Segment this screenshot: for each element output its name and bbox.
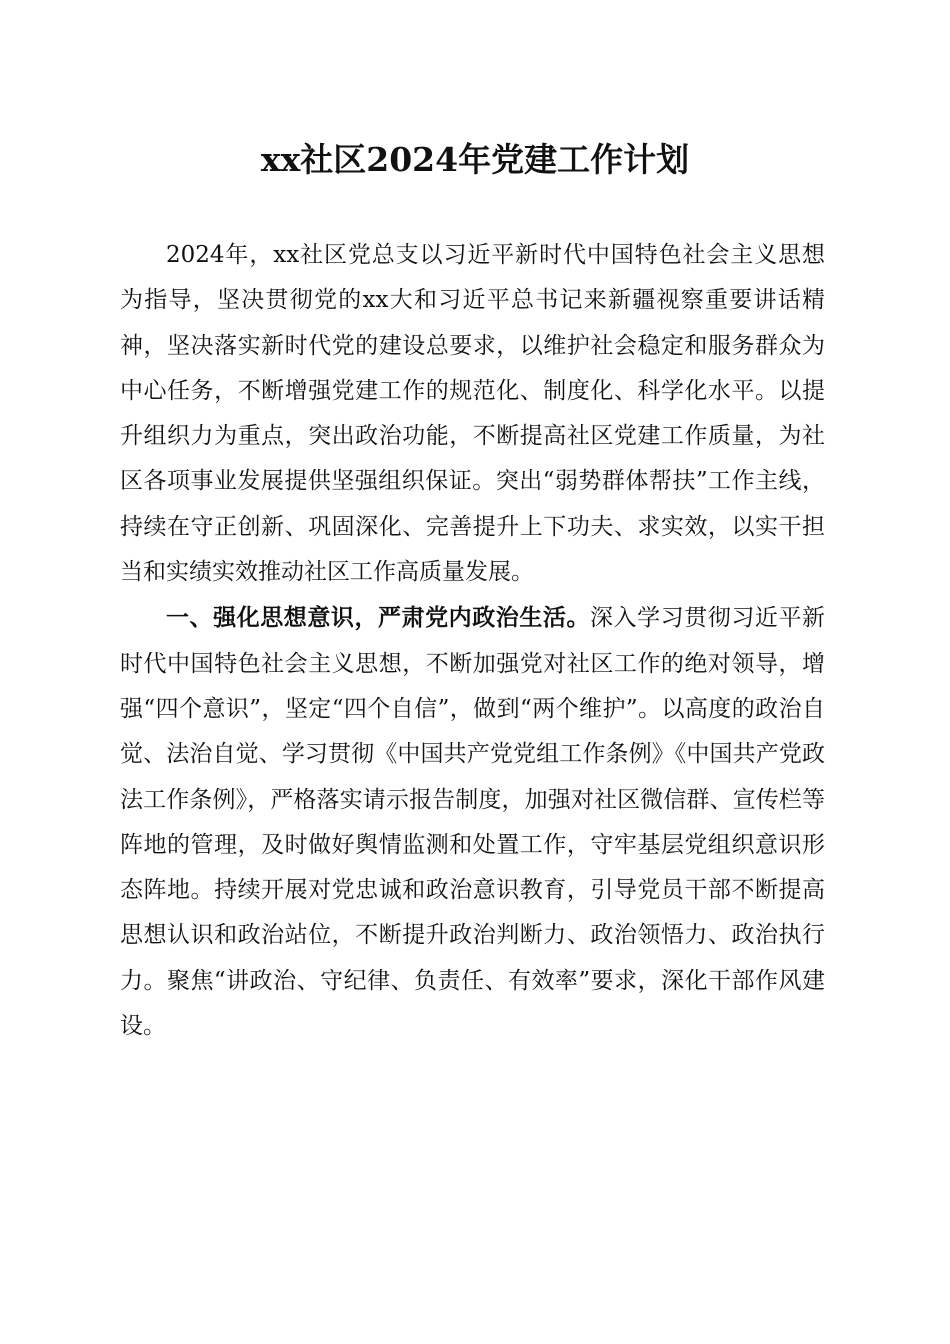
document-title: xx社区2024年党建工作计划	[260, 140, 690, 179]
paragraph-intro	[120, 232, 825, 595]
paragraph-text: 2024年，xx社区党总支以习近平新时代中国特色社会主义思想为指导，坚决贯彻党的xx大和习近平总书记来新疆视察重要讲话精神，坚决落实新时代党的建设总要求，以维护社会稳定和服务群众为中心任务，不断增强党建工作的规范化、制度化、科学化水平。以提升组织力为重点，突出政治功能，不断提高社区党建工作质量，为社区各项事业发展提供坚强组织保证。突出“弱势群体帮扶”工作主线，持续在守正创新、巩固深化、完善提升上下功夫、求实效，以实干担当和实绩实效推动社区工作高质量发展。	[120, 242, 825, 586]
paragraph-text: 深入学习贯彻习近平新时代中国特色社会主义思想，不断加强党对社区工作的绝对领导，增强“四个意识”，坚定“四个自信”，做到“两个维护”。以高度的政治自觉、法治自觉、学习贯彻《中国共产党党组工作条例》《中国共产党政法工作条例》，严格落实请示报告制度，加强对社区微信群、宣传栏等阵地的管理，及时做好舆情监测和处置工作，守牢基层党组织意识形态阵地。持续开展对党忠诚和政治意识教育，引导党员干部不断提高思想认识和政治站位，不断提升政治判断力、政治领悟力、政治执行力。聚焦“讲政治、守纪律、负责任、有效率”要求，深化干部作风建设。	[120, 605, 826, 1040]
paragraph-section-1	[120, 595, 825, 1049]
section-heading: 一、强化思想意识，严肃党内政治生活。	[166, 604, 590, 632]
document-body	[120, 232, 825, 1049]
